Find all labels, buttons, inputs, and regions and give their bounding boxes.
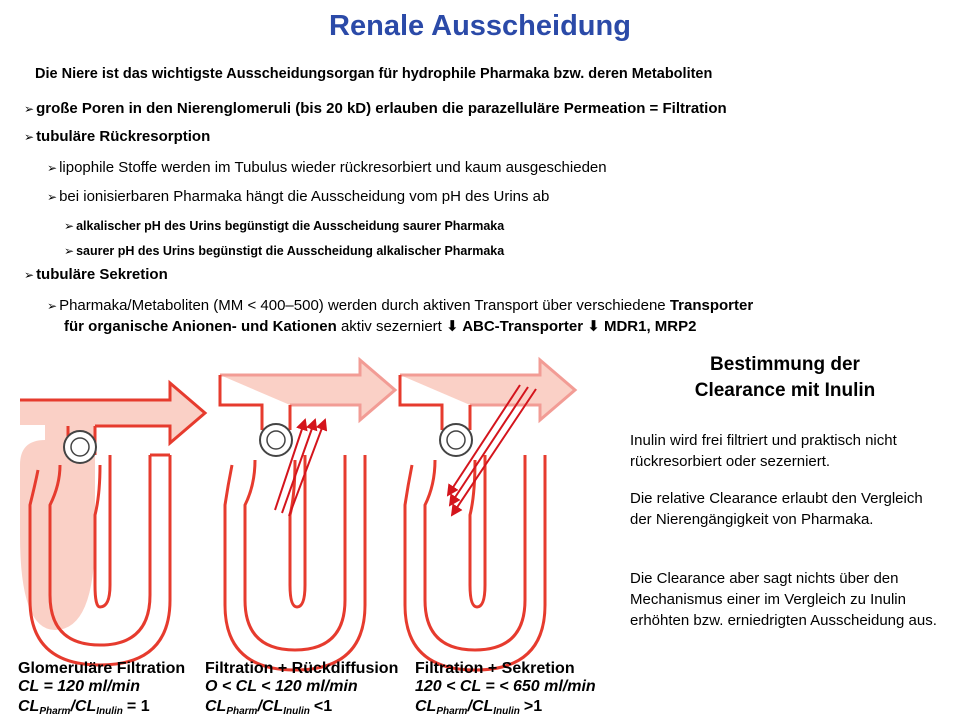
panel-1-caption: Glomeruläre Filtration bbox=[18, 660, 186, 677]
side-paragraph-1: Inulin wird frei filtriert und praktisch nicht rückresorbiert oder sezerniert. bbox=[630, 432, 897, 470]
bullet-sekretion: ➢ tubuläre Sekretion bbox=[24, 266, 168, 283]
arrow-right-bullet-icon: ➢ bbox=[64, 219, 75, 233]
side-paragraph-2: Die relative Clearance erlaubt den Vergleich der Nierengängigkeit von Pharmaka. bbox=[630, 490, 923, 528]
nephron-panel-2 bbox=[220, 360, 395, 670]
arrow-right-bullet-icon: ➢ bbox=[64, 244, 75, 258]
page-title: Renale Ausscheidung bbox=[329, 10, 631, 42]
nephron-panel-1 bbox=[20, 383, 205, 665]
arrow-right-bullet-icon: ➢ bbox=[47, 190, 58, 204]
bullet-sauer: ➢ saurer pH des Urins begünstigt die Ausscheidung alkalischer Pharmaka bbox=[64, 244, 505, 258]
nephron-diagram bbox=[0, 345, 620, 720]
bullet-rueckresorption: ➢ tubuläre Rückresorption bbox=[24, 128, 211, 145]
panel-2-ratio: CLPharm/CLInulin <1 bbox=[205, 698, 333, 717]
panel-1-ratio: CLPharm/CLInulin = 1 bbox=[18, 698, 150, 717]
panel-3-ratio: CLPharm/CLInulin >1 bbox=[415, 698, 543, 717]
arrow-right-bullet-icon: ➢ bbox=[47, 299, 58, 313]
bullet-lipophil: ➢ lipophile Stoffe werden im Tubulus wieder rückresorbiert und kaum ausgeschieden bbox=[47, 159, 607, 176]
bullet-ionisierbar: ➢ bei ionisierbaren Pharmaka hängt die Ausscheidung vom pH des Urins ab bbox=[47, 188, 550, 205]
side-title: Bestimmung der Clearance mit Inulin bbox=[694, 354, 876, 401]
panel-2-caption: Filtration + Rückdiffusion bbox=[205, 660, 399, 677]
side-paragraph-3: Die Clearance aber sagt nichts über den Mechanismus einer im Vergleich zu Inulin erhöhten bzw. erniedrigten Ausscheidung aus. bbox=[630, 570, 937, 629]
nephron-panel-3 bbox=[400, 360, 575, 670]
bullet-filtration: ➢ große Poren in den Nierenglomeruli (bis 20 kD) erlauben die parazelluläre Permeation = Filtration bbox=[24, 100, 727, 117]
arrow-right-bullet-icon: ➢ bbox=[24, 268, 35, 282]
panel-2-clearance: O < CL < 120 ml/min bbox=[205, 678, 358, 695]
arrow-right-bullet-icon: ➢ bbox=[24, 102, 35, 116]
bullet-pharmaka-line1: ➢ Pharmaka/Metaboliten (MM < 400–500) werden durch aktiven Transport über verschiedene Transporter bbox=[47, 297, 754, 314]
arrow-right-bullet-icon: ➢ bbox=[47, 161, 58, 175]
panel-1-clearance: CL = 120 ml/min bbox=[18, 678, 140, 695]
down-arrow-icon: ⬇ bbox=[587, 318, 600, 335]
arrow-right-bullet-icon: ➢ bbox=[24, 130, 35, 144]
intro-text: Die Niere ist das wichtigste Ausscheidungsorgan für hydrophile Pharmaka bzw. deren Metaboliten bbox=[35, 66, 713, 82]
panel-3-clearance: 120 < CL = < 650 ml/min bbox=[415, 678, 596, 695]
down-arrow-icon: ⬇ bbox=[446, 318, 459, 335]
bullet-alkalisch: ➢ alkalischer pH des Urins begünstigt die Ausscheidung saurer Pharmaka bbox=[64, 219, 505, 233]
bullet-pharmaka-line2: für organische Anionen- und Kationen aktiv sezerniert ⬇ ABC-Transporter ⬇ MDR1, MRP2 bbox=[64, 318, 697, 335]
panel-3-caption: Filtration + Sekretion bbox=[415, 660, 575, 677]
